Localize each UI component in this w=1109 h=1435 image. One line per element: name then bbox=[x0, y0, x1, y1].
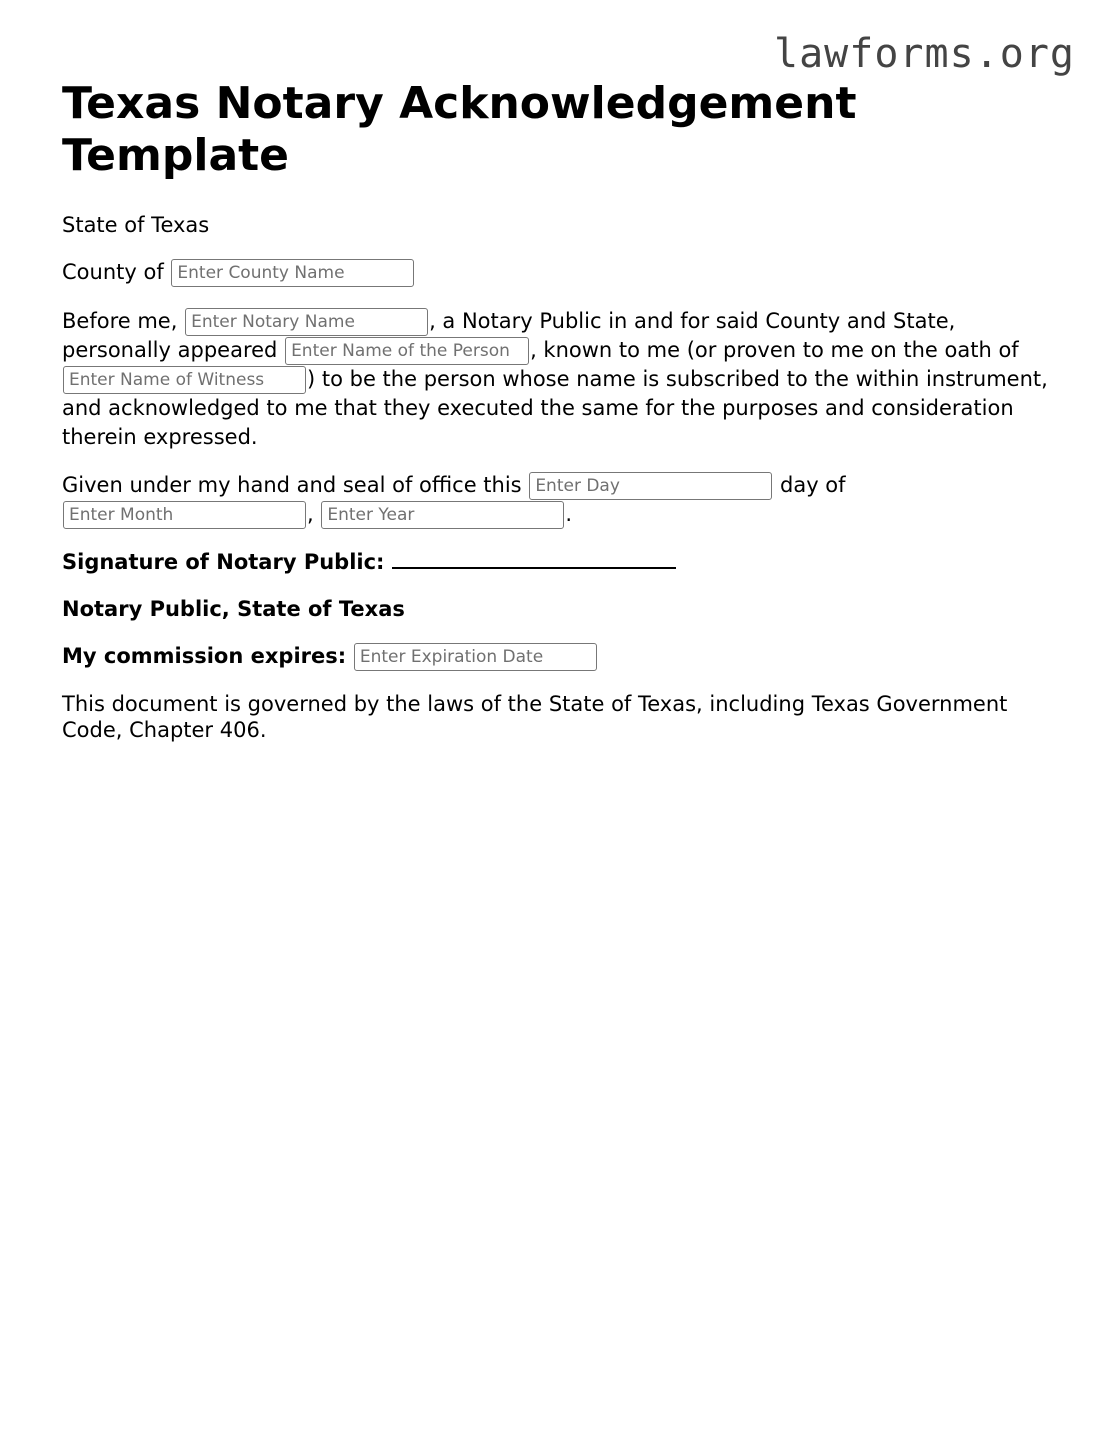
county-label: County of bbox=[62, 260, 164, 284]
witness-name-input[interactable] bbox=[63, 366, 306, 394]
after-notary-text: , a Notary Public in and for said County and State, personally appeared bbox=[62, 309, 956, 362]
notary-title: Notary Public, State of Texas bbox=[62, 597, 405, 621]
commission-line bbox=[62, 643, 1052, 671]
acknowledgement-paragraph bbox=[62, 307, 1052, 451]
day-of-text: day of bbox=[780, 473, 846, 497]
given-text: Given under my hand and seal of office this bbox=[62, 473, 522, 497]
county-name-input[interactable] bbox=[171, 259, 414, 287]
signature-label: Signature of Notary Public: bbox=[62, 550, 385, 574]
after-witness-text: ) to be the person whose name is subscribed to the within instrument, and acknowledged to me that they executed the same for the purposes and consideration therein expressed. bbox=[62, 367, 1048, 449]
state-line: State of Texas bbox=[62, 213, 210, 237]
signature-blank[interactable] bbox=[392, 549, 676, 569]
notary-name-input[interactable] bbox=[185, 308, 428, 336]
day-input[interactable] bbox=[529, 472, 772, 500]
commission-label: My commission expires: bbox=[62, 644, 347, 668]
document-body bbox=[62, 78, 1052, 763]
period-text: . bbox=[565, 502, 573, 526]
county-line bbox=[62, 259, 1052, 287]
given-paragraph bbox=[62, 471, 1052, 529]
page-title: Texas Notary Acknowledgement Template bbox=[62, 78, 857, 181]
person-name-input[interactable] bbox=[285, 337, 529, 365]
comma-text: , bbox=[307, 502, 314, 526]
month-input[interactable] bbox=[63, 501, 306, 529]
signature-line bbox=[62, 549, 1052, 576]
year-input[interactable] bbox=[321, 501, 564, 529]
before-me-text: Before me, bbox=[62, 309, 178, 333]
governing-law-text: This document is governed by the laws of the State of Texas, including Texas Government Code, Chapter 406. bbox=[62, 692, 1008, 742]
after-person-text: , known to me (or proven to me on the oath of bbox=[530, 338, 1019, 362]
watermark-logo: lawforms.org bbox=[774, 31, 1075, 77]
expiration-date-input[interactable] bbox=[354, 643, 597, 671]
